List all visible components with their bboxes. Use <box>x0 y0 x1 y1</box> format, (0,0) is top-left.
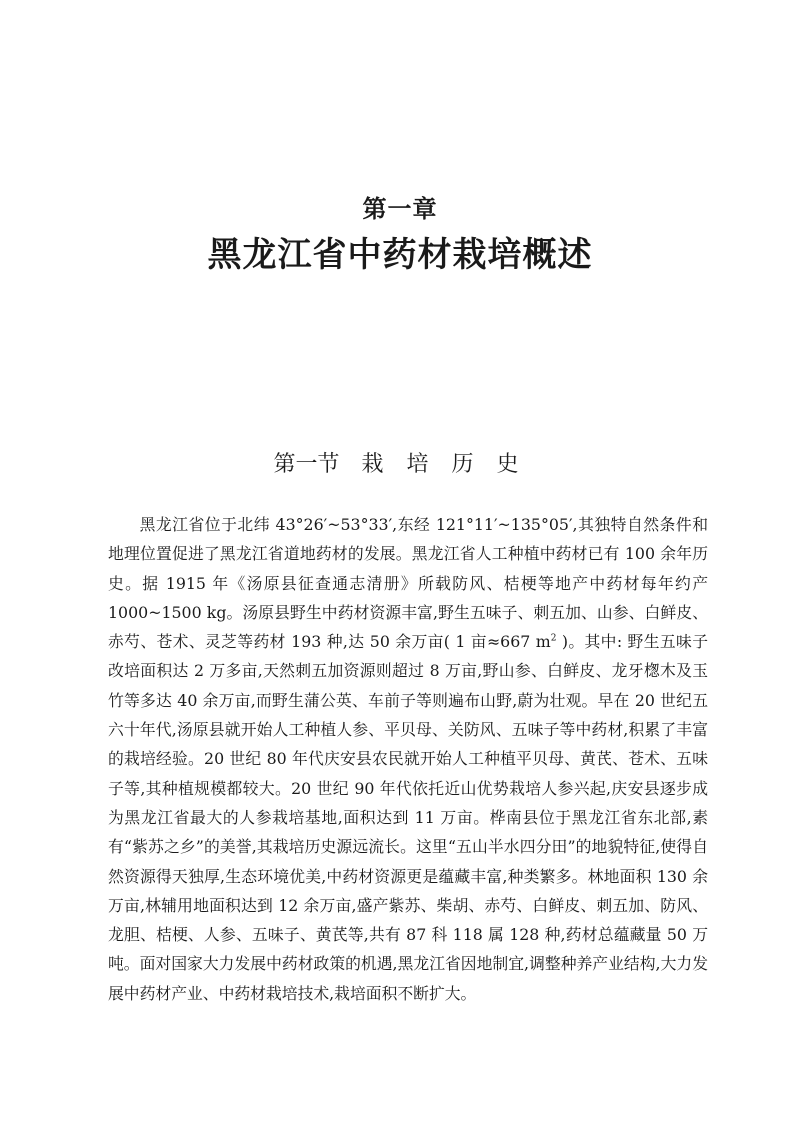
body-paragraph <box>108 510 708 1008</box>
superscript-2: 2 <box>550 633 557 644</box>
section-title: 栽 培 历 史 <box>361 452 527 477</box>
paragraph-text-2: )。其中: 野生五味子改培面积达 2 万多亩,天然刺五加资源则超过 8 万亩,野山参、白鲜皮、龙牙楤木及玉竹等多达 40 余万亩,而野生蒲公英、车前子等则遍布山野,蔚为壮观。早在 20 世纪五六十年代,汤原县就开始人工种植人参、平贝母、关防风、五味子等中药材,积累了丰富的栽培经验。20 世纪 80 年代庆安县农民就开始人工种植平贝母、黄芪、苍术、五味子等,其种植规模都较大。20 世纪 90 年代依托近山优势栽培人参兴起,庆安县逐步成为黑龙江省最大的人参栽培基地,面积达到 11 万亩。桦南县位于黑龙江省东北部,素有“紫苏之乡”的美誉,其栽培历史源远流长。这里“五山半水四分田”的地貌特征,使得自然资源得天独厚,生态环境优美,中药材资源更是蕴藏丰富,种类繁多。林地面积 130 余万亩,林辅用地面积达到 12 余万亩,盛产紫苏、柴胡、赤芍、白鲜皮、刺五加、防风、龙胆、桔梗、人参、五味子、黄芪等,共有 87 科 118 属 128 种,药材总蕴藏量 50 万吨。面对国家大力发展中药材政策的机遇,黑龙江省因地制宜,调整种养产业结构,大力发展中药材产业、中药材栽培技术,栽培面积不断扩大。 <box>108 632 708 1003</box>
section-heading <box>0 448 800 482</box>
chapter-title: 黑龙江省中药材栽培概述 <box>207 235 593 275</box>
section-number: 第一节 <box>273 452 340 477</box>
chapter-label: 第一章 <box>362 195 438 223</box>
paragraph-text-1: 黑龙江省位于北纬 43°26′~53°33′,东经 121°11′~135°05′,其独特自然条件和地理位置促进了黑龙江省道地药材的发展。黑龙江省人工种植中药材已有 100 余年历史。据 1915 年《汤原县征查通志清册》所载防风、桔梗等地产中药材每年约产 1000~1500 kg。汤原县野生中药材资源丰富,野生五味子、刺五加、山参、白鲜皮、赤芍、苍术、灵芝等药材 193 种,达 50 余万亩( 1 亩≈667 m <box>108 515 708 652</box>
